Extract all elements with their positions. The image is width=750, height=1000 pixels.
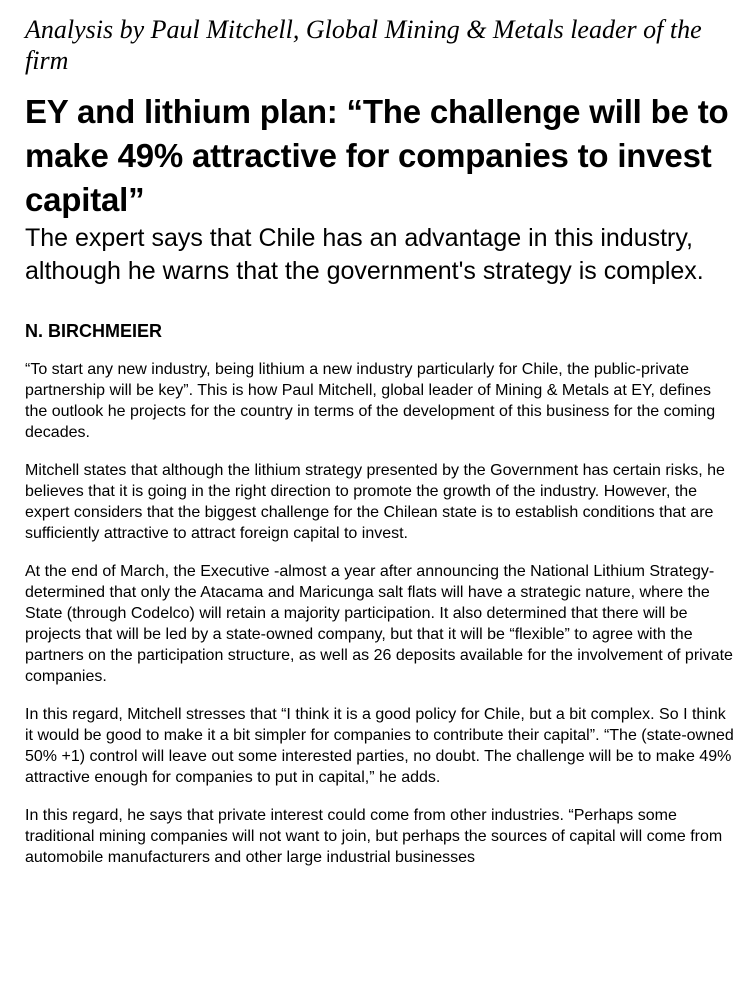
paragraph: In this regard, Mitchell stresses that “I think it is a good policy for Chile, but a bit complex. So I think it would be good to make it a bit simpler for companies to contribute their capital”. “The (state-owned 50% +1) control will leave out some interested parties, no doubt. The challenge will be to make 49% attractive enough for companies to put in capital,” he adds. (25, 706, 734, 786)
article-headline: EY and lithium plan: “The challenge will be to make 49% attractive for companies to invest capital” (25, 93, 729, 218)
article-byline: N. BIRCHMEIER (25, 321, 163, 341)
article-subhead: The expert says that Chile has an advantage in this industry, although he warns that the government's strategy is complex. (25, 224, 704, 285)
article-body (25, 359, 737, 868)
paragraph: Mitchell states that although the lithium strategy presented by the Government has certain risks, he believes that it is going in the right direction to promote the growth of the industry. However, the expert considers that the biggest challenge for the Chilean state is to establish conditions that are sufficiently attractive to attract foreign capital to invest. (25, 462, 725, 542)
article-kicker: Analysis by Paul Mitchell, Global Mining & Metals leader of the firm (25, 15, 702, 75)
paragraph: At the end of March, the Executive -almost a year after announcing the National Lithium Strategy- determined that only the Atacama and Maricunga salt flats will have a strategic nature, where the State (through Codelco) will retain a majority participation. It also determined that there will be projects that will be led by a state-owned company, but that it will be “flexible” to agree with the partners on the participation structure, as well as 26 deposits available for the involvement of private companies. (25, 563, 733, 685)
paragraph: In this regard, he says that private interest could come from other industries. “Perhaps some traditional mining companies will not want to join, but perhaps the sources of capital will come from automobile manufacturers and other large industrial businesses (25, 807, 723, 866)
paragraph: “To start any new industry, being lithium a new industry particularly for Chile, the public-private partnership will be key”. This is how Paul Mitchell, global leader of Mining & Metals at EY, defines the outlook he projects for the country in terms of the development of this business for the coming decades. (25, 361, 716, 441)
article (25, 14, 737, 885)
